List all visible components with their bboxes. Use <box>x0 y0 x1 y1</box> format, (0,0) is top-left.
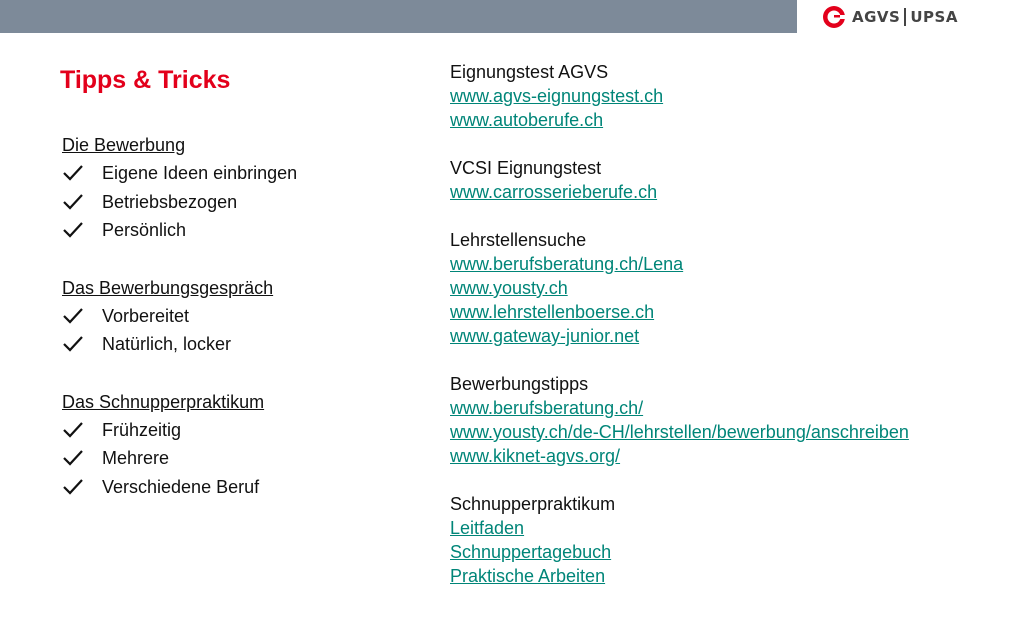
list-item: Betriebsbezogen <box>62 188 422 217</box>
link-carrosserieberufe[interactable]: www.carrosserieberufe.ch <box>450 182 658 202</box>
page-title: Tipps & Tricks <box>60 66 231 94</box>
list-item: Mehrere <box>62 444 422 473</box>
tips-column <box>62 131 422 501</box>
checkmark-icon <box>62 335 84 353</box>
checkmark-icon <box>62 307 84 325</box>
bewerbungsgespraech-list <box>62 302 422 359</box>
section-heading-bewerbung: Die Bewerbung <box>62 135 186 155</box>
link-agvs-eignungstest[interactable]: www.agvs-eignungstest.ch <box>450 86 664 106</box>
section-heading-vcsi-eignungstest: VCSI Eignungstest <box>450 158 602 178</box>
checkmark-icon <box>62 421 84 439</box>
schnupperpraktikum-list <box>62 416 422 502</box>
list-item: Vorbereitet <box>62 302 422 331</box>
link-lehrstellenboerse[interactable]: www.lehrstellenboerse.ch <box>450 302 655 322</box>
logo-separator <box>904 8 906 26</box>
checkmark-icon <box>62 193 84 211</box>
section-heading-bewerbungsgespraech: Das Bewerbungsgespräch <box>62 277 274 298</box>
list-item: Persönlich <box>62 216 422 245</box>
link-yousty[interactable]: www.yousty.ch <box>450 278 568 298</box>
link-leitfaden[interactable]: Leitfaden <box>450 518 525 538</box>
section-heading-schnupperpraktikum: Das Schnupperpraktikum <box>62 391 265 412</box>
agvs-upsa-logo <box>822 5 958 29</box>
logo-text-agvs: AGVS <box>852 8 901 26</box>
link-gateway-junior[interactable]: www.gateway-junior.net <box>450 326 640 346</box>
checkmark-icon <box>62 478 84 496</box>
link-kiknet-agvs[interactable]: www.kiknet-agvs.org/ <box>450 446 621 466</box>
checkmark-icon <box>62 449 84 467</box>
list-item: Frühzeitig <box>62 416 422 445</box>
list-item: Verschiedene Beruf <box>62 473 422 502</box>
section-heading-eignungstest-agvs: Eignungstest AGVS <box>450 62 609 82</box>
checkmark-icon <box>62 221 84 239</box>
top-bar <box>0 0 797 33</box>
list-item: Natürlich, locker <box>62 330 422 359</box>
link-berufsberatung[interactable]: www.berufsberatung.ch/ <box>450 398 644 418</box>
checkmark-icon <box>62 164 84 182</box>
link-praktische-arbeiten[interactable]: Praktische Arbeiten <box>450 566 606 586</box>
section-heading-lehrstellensuche: Lehrstellensuche <box>450 230 587 250</box>
links-column <box>450 60 1020 588</box>
link-yousty-anschreiben[interactable]: www.yousty.ch/de-CH/lehrstellen/bewerbung/anschreiben <box>450 422 909 442</box>
link-schnuppertagebuch[interactable]: Schnuppertagebuch <box>450 542 612 562</box>
list-item: Eigene Ideen einbringen <box>62 159 422 188</box>
section-heading-bewerbungstipps: Bewerbungstipps <box>450 374 589 394</box>
agvs-logo-icon <box>822 5 846 29</box>
link-berufsberatung-lena[interactable]: www.berufsberatung.ch/Lena <box>450 254 684 274</box>
link-autoberufe[interactable]: www.autoberufe.ch <box>450 110 604 130</box>
section-heading-schnupperpraktikum-links: Schnupperpraktikum <box>450 494 616 514</box>
bewerbung-list <box>62 159 422 245</box>
logo-text-upsa: UPSA <box>910 8 958 26</box>
